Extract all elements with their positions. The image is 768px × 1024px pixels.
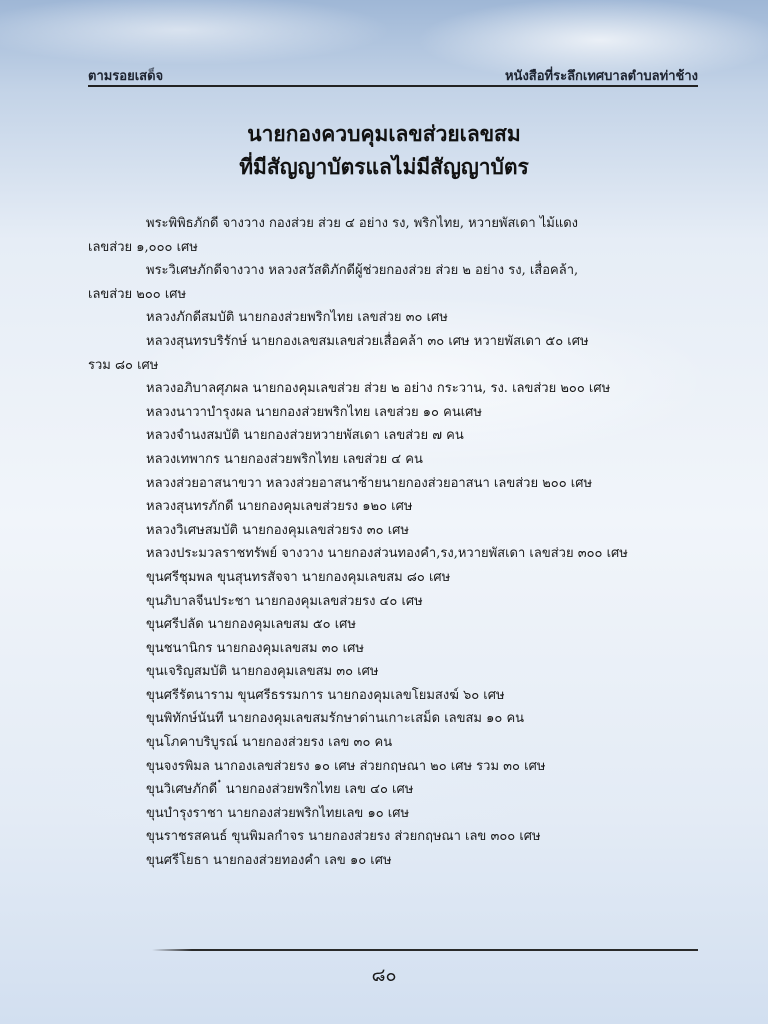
- entry-line: หลวงนาวาบำรุงผล นายกองส่วยพริกไทย เลขส่วย ๑๐ คนเศษ: [146, 404, 482, 420]
- entry-paragraph: [88, 377, 700, 401]
- entry-continuation-line: เลขส่วย ๑,๐๐๐ เศษ: [88, 239, 198, 255]
- entry-paragraph: [88, 849, 700, 873]
- title-line-2: ที่มีสัญญาบัตรแลไม่มีสัญญาบัตร: [239, 155, 529, 179]
- entry-paragraph: [88, 637, 700, 661]
- entry-paragraph: [88, 330, 700, 377]
- entry-paragraph: [88, 802, 700, 826]
- body-text: [88, 212, 700, 873]
- entry-line: ขุนจงรพิมล นากองเลขส่วยรง ๑๐ เศษ ส่วยกฤษณา ๒๐ เศษ รวม ๓๐ เศษ: [146, 758, 546, 774]
- entry-paragraph: [88, 259, 700, 306]
- entry-paragraph: [88, 306, 700, 330]
- entry-paragraph: [88, 684, 700, 708]
- entry-line: หลวงประมวลราชทรัพย์ จางวาง นายกองส่วนทองคำ,รง,หวายพัสเดา เลขส่วย ๓๐๐ เศษ: [146, 546, 628, 562]
- entry-paragraph: [88, 472, 700, 496]
- entry-paragraph: [88, 401, 700, 425]
- entry-paragraph: [88, 566, 700, 590]
- running-header: [88, 64, 698, 86]
- entry-line: ขุนศรีชุมพล ขุนสุนทรสัจจา นายกองคุมเลขสม ๘๐ เศษ: [146, 569, 451, 585]
- entry-line: หลวงเทพากร นายกองส่วยพริกไทย เลขส่วย ๔ คน: [146, 451, 423, 467]
- entry-line: ขุนวิเศษภักดี ๋ นายกองส่วยพริกไทย เลข ๔๐ เศษ: [146, 782, 414, 798]
- page-title: [60, 118, 708, 184]
- entry-line: พระพิพิธภักดี จางวาง กองส่วย ส่วย ๔ อย่าง รง, พริกไทย, หวายพัสเดา ไม้แดง: [146, 216, 579, 231]
- entry-line: ขุนชนานิกร นายกองคุมเลขสม ๓๐ เศษ: [146, 640, 364, 656]
- entry-line: หลวงวิเศษสมบัติ นายกองคุมเลขส่วยรง ๓๐ เศษ: [146, 522, 410, 538]
- entry-paragraph: [88, 660, 700, 684]
- entry-paragraph: [88, 542, 700, 566]
- footer-rule: [152, 949, 698, 951]
- entry-line: หลวงภักดีสมบัติ นายกองส่วยพริกไทย เลขส่วย ๓๐ เศษ: [146, 310, 448, 326]
- entry-paragraph: [88, 519, 700, 543]
- entry-paragraph: [88, 613, 700, 637]
- entry-line: หลวงสุนทรภักดี นายกองคุมเลขส่วยรง ๑๒๐ เศษ: [146, 499, 413, 515]
- entry-paragraph: [88, 755, 700, 779]
- entry-line: ขุนบำรุงราชา นายกองส่วยพริกไทยเลข ๑๐ เศษ: [146, 805, 410, 821]
- entry-paragraph: [88, 495, 700, 519]
- header-right-title: หนังสือที่ระลึกเทศบาลตำบลท่าช้าง: [504, 69, 698, 84]
- entry-line: ขุนเจริญสมบัติ นายกองคุมเลขสม ๓๐ เศษ: [146, 664, 379, 680]
- entry-continuation-line: เลขส่วย ๒๐๐ เศษ: [88, 286, 187, 302]
- entry-continuation-line: รวม ๘๐ เศษ: [88, 357, 159, 373]
- title-line-1: นายกองควบคุมเลขส่วยเลขสม: [247, 122, 521, 146]
- entry-line: พระวิเศษภักดีจางวาง หลวงสวัสดิภักดีผู้ช่วยกองส่วย ส่วย ๒ อย่าง รง, เสื่อคล้า,: [146, 263, 579, 279]
- entry-line: หลวงจำนงสมบัติ นายกองส่วยหวายพัสเดา เลขส่วย ๗ คน: [146, 428, 464, 444]
- entry-paragraph: [88, 825, 700, 849]
- entry-paragraph: [88, 731, 700, 755]
- header-rule: [88, 85, 698, 87]
- entry-line: ขุนศรีปลัด นายกองคุมเลขสม ๕๐ เศษ: [146, 617, 356, 633]
- entry-line: ขุนโภคาบริบูรณ์ นายกองส่วยรง เลข ๓๐ คน: [146, 735, 393, 751]
- entry-line: ขุนพิทักษ์นันที นายกองคุมเลขสมรักษาด่านเกาะเสม็ด เลขสม ๑๐ คน: [146, 711, 525, 727]
- entry-paragraph: [88, 212, 700, 259]
- header-left-title: ตามรอยเสด็จ: [88, 69, 164, 84]
- entry-paragraph: [88, 590, 700, 614]
- entry-line: หลวงสุนทรบริรักษ์ นายกองเลขสมเลขส่วยเสื่อคล้า ๓๐ เศษ หวายพัสเดา ๕๐ เศษ: [146, 333, 589, 349]
- entry-line: ขุนศรีโยธา นายกองส่วยทองคำ เลข ๑๐ เศษ: [146, 853, 392, 869]
- entry-paragraph: [88, 707, 700, 731]
- entry-line: ขุนศรีรัตนาราม ขุนศรีธรรมการ นายกองคุมเลขโยมสงฆ์ ๖๐ เศษ: [146, 687, 505, 703]
- entry-line: ขุนราชรสคนธ์ ขุนพิมลกำจร นายกองส่วยรง ส่วยกฤษณา เลข ๓๐๐ เศษ: [146, 829, 541, 845]
- entry-paragraph: [88, 778, 700, 802]
- entry-line: หลวงส่วยอาสนาขวา หลวงส่วยอาสนาซ้ายนายกองส่วยอาสนา เลขส่วย ๒๐๐ เศษ: [146, 475, 593, 491]
- entry-paragraph: [88, 424, 700, 448]
- entry-paragraph: [88, 448, 700, 472]
- entry-line: หลวงอภิบาลศุภผล นายกองคุมเลขส่วย ส่วย ๒ อย่าง กระวาน, รง. เลขส่วย ๒๐๐ เศษ: [146, 381, 611, 397]
- page-number: ๘๐: [371, 965, 397, 986]
- entry-line: ขุนภิบาลจีนประชา นายกองคุมเลขส่วยรง ๔๐ เศษ: [146, 593, 423, 609]
